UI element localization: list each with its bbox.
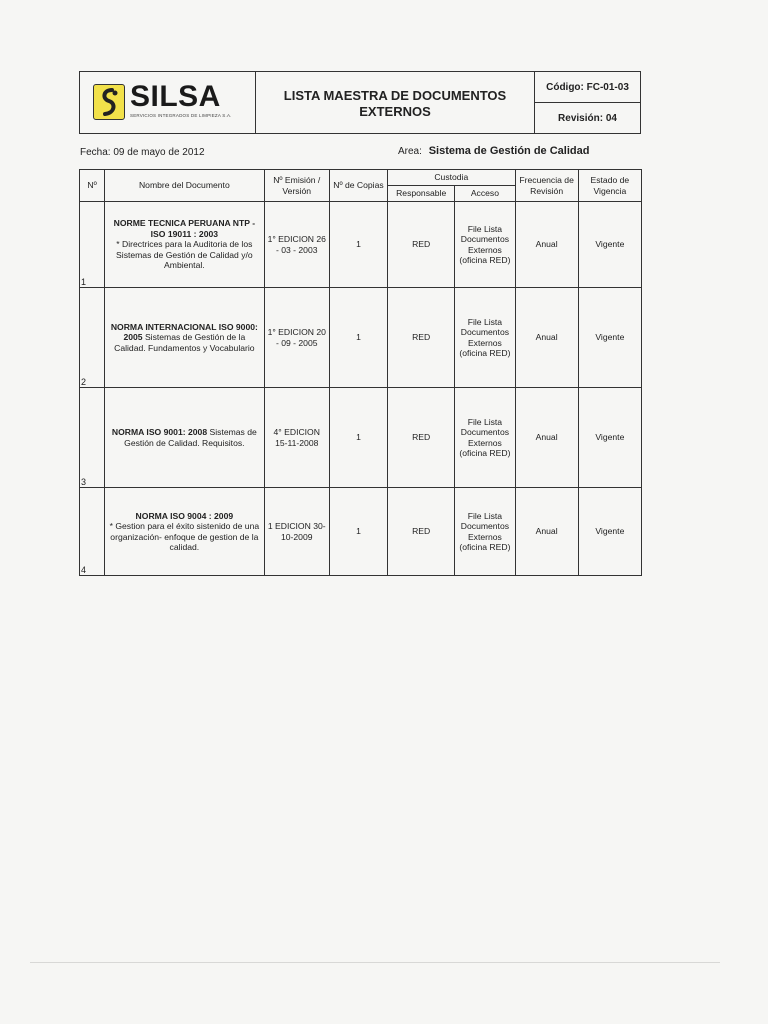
row-name: NORMA INTERNACIONAL ISO 9000: 2005 Sistemas de Gestión de la Calidad. Fundamentos y Vocabulario xyxy=(105,288,265,388)
document-date: Fecha: 09 de mayo de 2012 xyxy=(80,147,205,158)
area-value: Sistema de Gestión de Calidad xyxy=(428,145,590,157)
row-acceso: File Lista Documentos Externos (oficina RED) xyxy=(455,388,515,488)
row-responsable: RED xyxy=(388,202,455,288)
document-header xyxy=(79,71,641,134)
row-copias: 1 xyxy=(329,488,387,576)
table-row xyxy=(80,488,642,576)
documents-table xyxy=(79,169,642,576)
title-line-2: EXTERNOS xyxy=(359,103,431,119)
logo-text: SILSA xyxy=(130,80,221,113)
col-header-frecuencia: Frecuencia de Revisión xyxy=(515,170,578,202)
row-acceso: File Lista Documentos Externos (oficina RED) xyxy=(455,488,515,576)
table-row xyxy=(80,388,642,488)
col-header-emision: Nº Emisión / Versión xyxy=(264,170,329,202)
table-row xyxy=(80,202,642,288)
row-acceso: File Lista Documentos Externos (oficina RED) xyxy=(455,202,515,288)
title-line-1: LISTA MAESTRA DE DOCUMENTOS xyxy=(283,87,507,103)
row-frecuencia: Anual xyxy=(515,488,578,576)
row-num: 3 xyxy=(80,388,105,488)
col-header-acceso: Acceso xyxy=(455,186,515,202)
row-name: NORME TECNICA PERUANA NTP - ISO 19011 : 2003 * Directrices para la Auditoria de los Sistemas de Gestión de Calidad y/o Ambiental. xyxy=(105,202,265,288)
col-header-num: Nº xyxy=(80,170,105,202)
row-frecuencia: Anual xyxy=(515,288,578,388)
row-emision: 1° EDICION 20 - 09 - 2005 xyxy=(264,288,329,388)
row-emision: 1° EDICION 26 - 03 - 2003 xyxy=(264,202,329,288)
document-title xyxy=(256,72,535,133)
row-emision: 4° EDICION 15-11-2008 xyxy=(264,388,329,488)
col-header-estado: Estado de Vigencia xyxy=(578,170,641,202)
row-acceso: File Lista Documentos Externos (oficina RED) xyxy=(455,288,515,388)
document-revision: Revisión: 04 xyxy=(558,112,617,124)
document-meta xyxy=(535,72,640,133)
row-num: 1 xyxy=(80,202,105,288)
row-estado: Vigente xyxy=(578,288,641,388)
row-name: NORMA ISO 9004 : 2009 * Gestion para el éxito sistenido de una organización- enfoque de gestion de la calidad. xyxy=(105,488,265,576)
document-area xyxy=(398,145,589,157)
row-copias: 1 xyxy=(329,202,387,288)
col-header-responsable: Responsable xyxy=(388,186,455,202)
document-code: Código: FC-01-03 xyxy=(535,72,640,103)
row-num: 2 xyxy=(80,288,105,388)
row-frecuencia: Anual xyxy=(515,202,578,288)
row-responsable: RED xyxy=(388,488,455,576)
row-estado: Vigente xyxy=(578,202,641,288)
row-estado: Vigente xyxy=(578,388,641,488)
logo-subtitle: SERVICIOS INTEGRADOS DE LIMPIEZA S.A. xyxy=(130,113,232,118)
silsa-logo-icon xyxy=(93,84,125,120)
row-name: NORMA ISO 9001: 2008 Sistemas de Gestión de Calidad. Requisitos. xyxy=(105,388,265,488)
row-responsable: RED xyxy=(388,288,455,388)
row-copias: 1 xyxy=(329,288,387,388)
row-estado: Vigente xyxy=(578,488,641,576)
row-num: 4 xyxy=(80,488,105,576)
row-frecuencia: Anual xyxy=(515,388,578,488)
col-header-name: Nombre del Documento xyxy=(105,170,265,202)
row-copias: 1 xyxy=(329,388,387,488)
page-edge xyxy=(30,962,720,963)
area-label: Area: xyxy=(398,146,422,157)
table-row xyxy=(80,288,642,388)
row-emision: 1 EDICION 30-10-2009 xyxy=(264,488,329,576)
row-responsable: RED xyxy=(388,388,455,488)
col-header-custodia: Custodia xyxy=(388,170,515,186)
logo xyxy=(80,72,256,133)
col-header-copias: Nº de Copias xyxy=(329,170,387,202)
